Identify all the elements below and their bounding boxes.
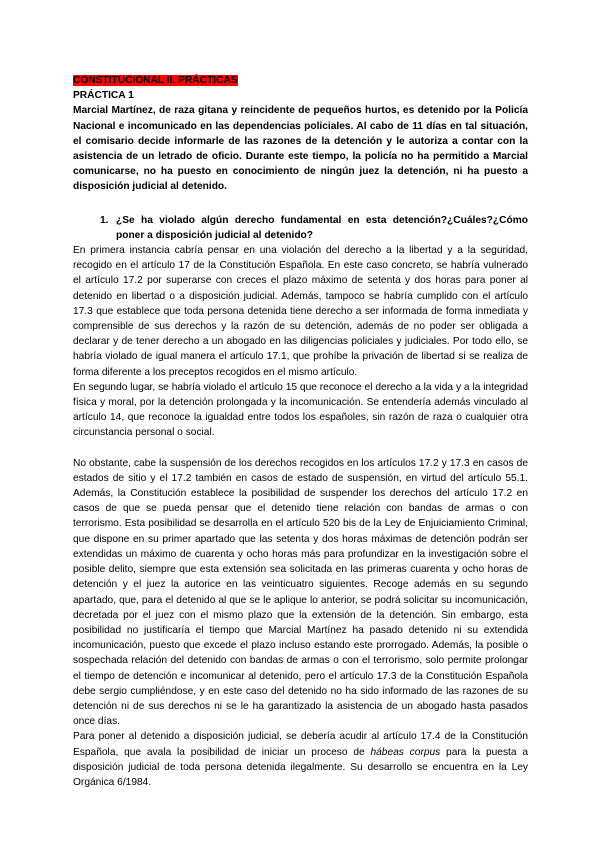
practice-heading: PRÁCTICA 1 [73,90,134,102]
answer-paragraph-3: No obstante, cabe la suspensión de los derechos recogidos en los artículos 17.2 y 17.3 en casos de estados de sitio y el 17.2 también en casos de estado de suspensión, en virtud del artículo 55.1. Además, la Constitución establece la posibilidad de suspender los derechos del artículo 17.2 en casos de que se pueda pensar que el detenido tiene relación con bandas de armas o con terrorismo. Esta posibilidad se desarrolla en el artículo 520 bis de la Ley de Enjuiciamiento Criminal, que dispone en su primer apartado que las setenta y dos horas máximas de detención podrán ser extendidas un máximo de cuarenta y ocho horas más para profundizar en la investigación sobre el posible delito, siempre que esta extensión sea solicitada en las primeras cuarenta y ocho horas de detención y el juez la autorice en las veinticuatro siguientes. Recoge además en su segundo apartado, que, para el detenido al que se le aplique lo anterior, se podrá solicitar su incomunicación, decretada por el juez con el mismo plazo que la extensión de la detención. Sin embargo, esta posibilidad no justificaría el tiempo que Marcial Martínez ha pasado detenido ni su extendida incomunicación, puesto que excede el plazo incluso estando este prorrogado. Además, la posible o sospechada relación del detenido con bandas de armas o con el terrorismo, solo permite prolongar el tiempo de detención e incomunicar al detenido, pero el artículo 17.3 de la Constitución Española debe sergio cumpliéndose, y en este caso del detenido no ha sido informado de las razones de su detención ni de sus derechos ni se le ha garantizado la asistencia de un abogado hasta pasados once días. [73,457,528,728]
question-text: ¿Se ha violado algún derecho fundamental en esta detención?¿Cuáles?¿Cómo poner a disposición judicial al detenido? [116,214,528,241]
document-body [73,73,528,790]
question-1 [73,213,528,243]
question-number: 1. [100,214,109,226]
answer-paragraph-1: En primera instancia cabría pensar en una violación del derecho a la libertad y a la seguridad, recogido en el artículo 17 de la Constitución Española. En este caso concreto, se habría vulnerado el artículo 17.2 por superarse con creces el plazo máximo de setenta y dos horas para poner al detenido en libertad o a disposición judicial. Además, tampoco se habría cumplido con el artículo 17.3 que establece que toda persona detenida tiene derecho a ser informada de forma inmediata y comprensible de sus derechos y la razón de su detención, además de no poder ser obligada a declarar y de tener derecho a un abogado en las diligencias policiales y judiciales. Por todo ello, se habría violado de igual manera el artículo 17.1, que prohíbe la privación de libertad si se realiza de forma diferente a los preceptos recogidos en el mismo artículo. [73,245,528,378]
answer-paragraph-4: Para poner al detenido a disposición judicial, se debería acudir al artículo 17.4 de la Constitución Española, que avala la posibilidad de iniciar un proceso de hábeas corpus para la puesta a disposición judicial de toda persona detenida ilegalmente. Su desarrollo se encuentra en la Ley Orgánica 6/1984. [73,731,528,788]
answer-paragraph-2: En segundo lugar, se habría violado el artículo 15 que reconoce el derecho a la vida y a la integridad física y moral, por la detención prolongada y la incomunicación. Se entendería además vinculado al artículo 14, que reconoce la igualdad entre todos los españoles, sin razón de raza o cualquier otra circunstancia personal o social. [73,381,528,439]
habeas-corpus-term: hábeas corpus [370,746,441,758]
document-title: CONSTITUCIONAL II. PRÁCTICAS [73,75,238,86]
paragraph-spacer [73,441,528,456]
case-statement: Marcial Martínez, de raza gitana y reincidente de pequeños hurtos, es detenido por la Policía Nacional e incomunicado en las dependencias policiales. Al cabo de 11 días en tal situación, el comisario decide informarle de las razones de la detención y le autoriza a contar con la asistencia de un letrado de oficio. Durante este tiempo, la policía no ha permitido a Marcial comunicarse, no ha puesto en conocimiento de ningún juez la detención, ni ha puesto a disposición judicial al detenido. [73,105,528,193]
